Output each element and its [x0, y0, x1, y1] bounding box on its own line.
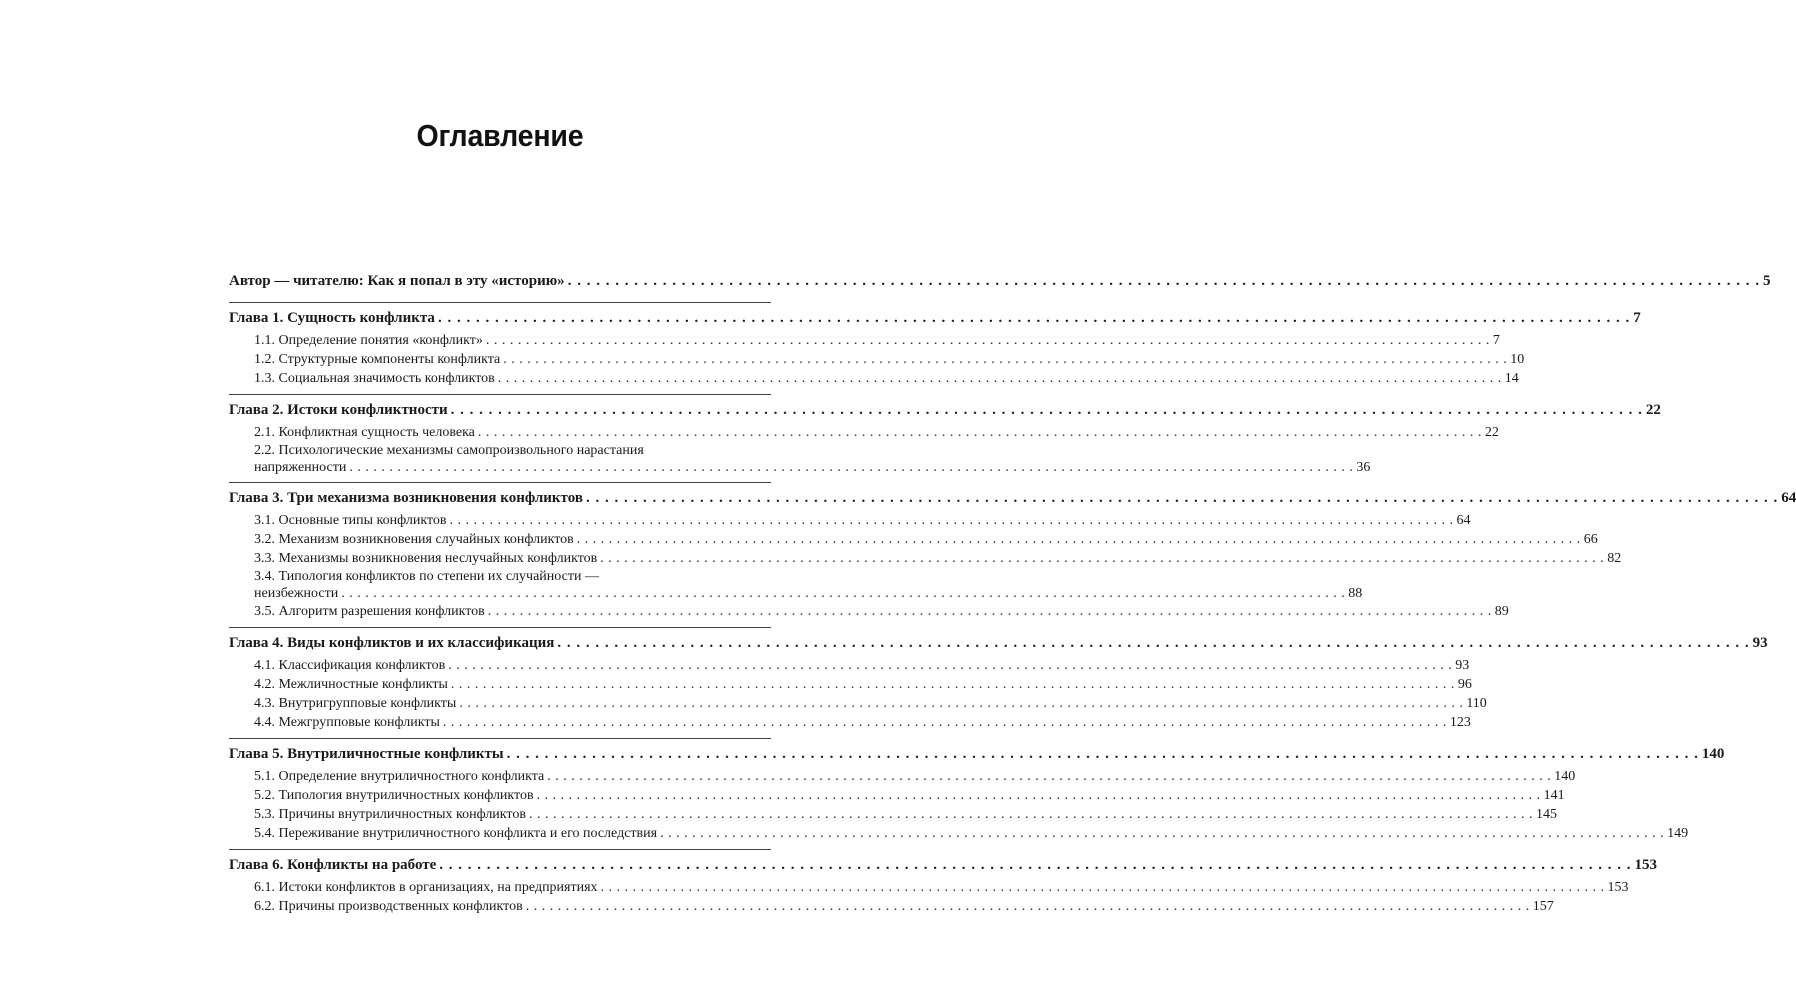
chapter-page: 153 — [1634, 857, 1658, 873]
chapter-entry[interactable] — [229, 628, 1768, 656]
section-page: 64 — [1456, 513, 1471, 528]
chapter-title: Глава 5. Внутриличностные конфликты — [229, 746, 504, 762]
section-title: 1.2. Структурные компоненты конфликта — [254, 352, 501, 367]
section-entry[interactable] — [229, 656, 1470, 675]
section-page: 7 — [1492, 333, 1500, 348]
dot-leader — [526, 897, 1530, 916]
section-title: 4.4. Межгрупповые конфликты — [254, 715, 440, 730]
toc-entry-intro[interactable] — [229, 266, 1771, 294]
chapter-title: Глава 4. Виды конфликтов и их классификация — [229, 635, 555, 651]
section-title-line-1[interactable]: 2.2. Психологические механизмы самопроизвольного нарастания — [254, 443, 644, 458]
section-title: 1.3. Социальная значимость конфликтов — [254, 371, 495, 386]
section-page: 140 — [1554, 769, 1576, 784]
chapter-title: Глава 2. Истоки конфликтности — [229, 402, 448, 418]
dot-leader — [448, 656, 1452, 675]
section-page: 36 — [1356, 460, 1371, 475]
section-page: 88 — [1348, 586, 1363, 601]
section-page: 110 — [1466, 696, 1487, 711]
section-entry[interactable] — [229, 369, 1519, 388]
dot-leader — [443, 713, 1447, 732]
section-title: 5.3. Причины внутриличностных конфликтов — [254, 807, 526, 822]
section-title: 3.5. Алгоритм разрешения конфликтов — [254, 604, 485, 619]
toc-intro — [229, 266, 1771, 302]
section-title: 5.4. Переживание внутриличностного конфликта и его последствия — [254, 826, 658, 841]
chapter-entry[interactable] — [229, 303, 1641, 331]
section-title: 5.1. Определение внутриличностного конфликта — [254, 769, 545, 784]
chapter-title: Глава 3. Три механизма возникновения конфликтов — [229, 490, 583, 506]
section-page: 145 — [1535, 807, 1557, 822]
section-entry[interactable] — [229, 423, 1499, 442]
section-title: 6.2. Причины производственных конфликтов — [254, 899, 523, 914]
dot-leader — [503, 350, 1507, 369]
section-title-cont: неизбежности — [254, 586, 339, 601]
chapter-page: 7 — [1633, 310, 1641, 326]
dot-leader — [601, 878, 1605, 897]
table-of-contents — [229, 266, 1796, 922]
section-entry[interactable] — [229, 694, 1487, 713]
dot-leader — [529, 805, 1533, 824]
section-title: 6.1. Истоки конфликтов в организациях, на предприятиях — [254, 880, 598, 895]
dot-leader — [537, 786, 1541, 805]
dot-leader — [586, 489, 1778, 507]
chapter-page: 64 — [1781, 490, 1796, 506]
dot-leader — [438, 309, 1630, 327]
section-entry[interactable] — [229, 713, 1471, 732]
dot-leader — [557, 634, 1749, 652]
dot-leader — [450, 511, 1454, 530]
dot-leader — [547, 767, 1551, 786]
chapter-entry[interactable] — [229, 483, 1796, 511]
chapter-page: 93 — [1752, 635, 1768, 651]
section-title: 3.1. Основные типы конфликтов — [254, 513, 447, 528]
section-page: 89 — [1494, 604, 1509, 619]
dot-leader — [459, 694, 1463, 713]
dot-leader — [577, 530, 1581, 549]
section-page: 82 — [1607, 551, 1622, 566]
section-page: 14 — [1504, 371, 1519, 386]
section-entry[interactable] — [229, 786, 1565, 805]
section-title: 3.2. Механизм возникновения случайных конфликтов — [254, 532, 574, 547]
section-title: 4.1. Классификация конфликтов — [254, 658, 446, 673]
section-entry[interactable] — [229, 824, 1689, 843]
section-title-line-1[interactable]: 3.4. Типология конфликтов по степени их случайности — — [254, 569, 599, 584]
section-page: 93 — [1455, 658, 1470, 673]
chapter-page: 140 — [1701, 746, 1725, 762]
dot-leader — [568, 272, 1760, 290]
dot-leader — [600, 549, 1604, 568]
dot-leader — [486, 331, 1490, 350]
section-page: 157 — [1532, 899, 1554, 914]
toc-chapter-6 — [229, 849, 1658, 922]
section-entry[interactable] — [229, 675, 1472, 694]
toc-chapter-3 — [229, 482, 1796, 627]
toc-chapter-1 — [229, 302, 1641, 394]
entry-page: 5 — [1762, 273, 1771, 289]
dot-leader — [341, 585, 1345, 602]
dot-leader — [478, 423, 1482, 442]
section-title: 4.2. Межличностные конфликты — [254, 677, 448, 692]
chapter-title: Глава 1. Сущность конфликта — [229, 310, 435, 326]
section-entry[interactable] — [229, 350, 1525, 369]
dot-leader — [498, 369, 1502, 388]
dot-leader — [507, 745, 1699, 763]
section-title: 5.2. Типология внутриличностных конфликтов — [254, 788, 534, 803]
chapter-page: 22 — [1645, 402, 1661, 418]
section-entry[interactable] — [229, 530, 1598, 549]
section-entry[interactable] — [229, 331, 1500, 350]
section-entry[interactable] — [229, 511, 1471, 530]
chapter-entry[interactable] — [229, 850, 1658, 878]
dot-leader — [451, 675, 1455, 694]
entry-title: Автор — читателю: Как я попал в эту «историю» — [229, 273, 565, 289]
section-entry[interactable] — [229, 549, 1622, 568]
section-entry[interactable] — [229, 459, 1371, 476]
chapter-entry[interactable] — [229, 739, 1725, 767]
toc-chapter-5 — [229, 738, 1725, 849]
section-page: 22 — [1484, 425, 1499, 440]
section-page: 141 — [1543, 788, 1565, 803]
page-title: Оглавление — [416, 118, 584, 153]
section-entry[interactable] — [229, 767, 1576, 786]
section-page: 149 — [1667, 826, 1689, 841]
section-page: 10 — [1510, 352, 1525, 367]
section-entry[interactable] — [229, 897, 1554, 916]
section-page: 96 — [1457, 677, 1472, 692]
section-page: 66 — [1583, 532, 1598, 547]
dot-leader — [451, 401, 1643, 419]
section-title: 1.1. Определение понятия «конфликт» — [254, 333, 483, 348]
section-page: 153 — [1607, 880, 1629, 895]
dot-leader — [439, 856, 1631, 874]
dot-leader — [660, 824, 1664, 843]
toc-chapter-2 — [229, 394, 1661, 482]
section-entry[interactable] — [229, 602, 1509, 621]
section-entry[interactable] — [229, 585, 1363, 602]
section-title: 3.3. Механизмы возникновения неслучайных конфликтов — [254, 551, 598, 566]
section-title: 4.3. Внутригрупповые конфликты — [254, 696, 457, 711]
section-entry[interactable] — [229, 878, 1629, 897]
toc-chapter-4 — [229, 627, 1768, 738]
dot-leader — [488, 602, 1492, 621]
chapter-title: Глава 6. Конфликты на работе — [229, 857, 437, 873]
section-title: 2.1. Конфликтная сущность человека — [254, 425, 475, 440]
section-page: 123 — [1449, 715, 1471, 730]
section-entry[interactable] — [229, 805, 1557, 824]
dot-leader — [349, 459, 1353, 476]
chapter-entry[interactable] — [229, 395, 1661, 423]
section-title-cont: напряженности — [254, 460, 347, 475]
